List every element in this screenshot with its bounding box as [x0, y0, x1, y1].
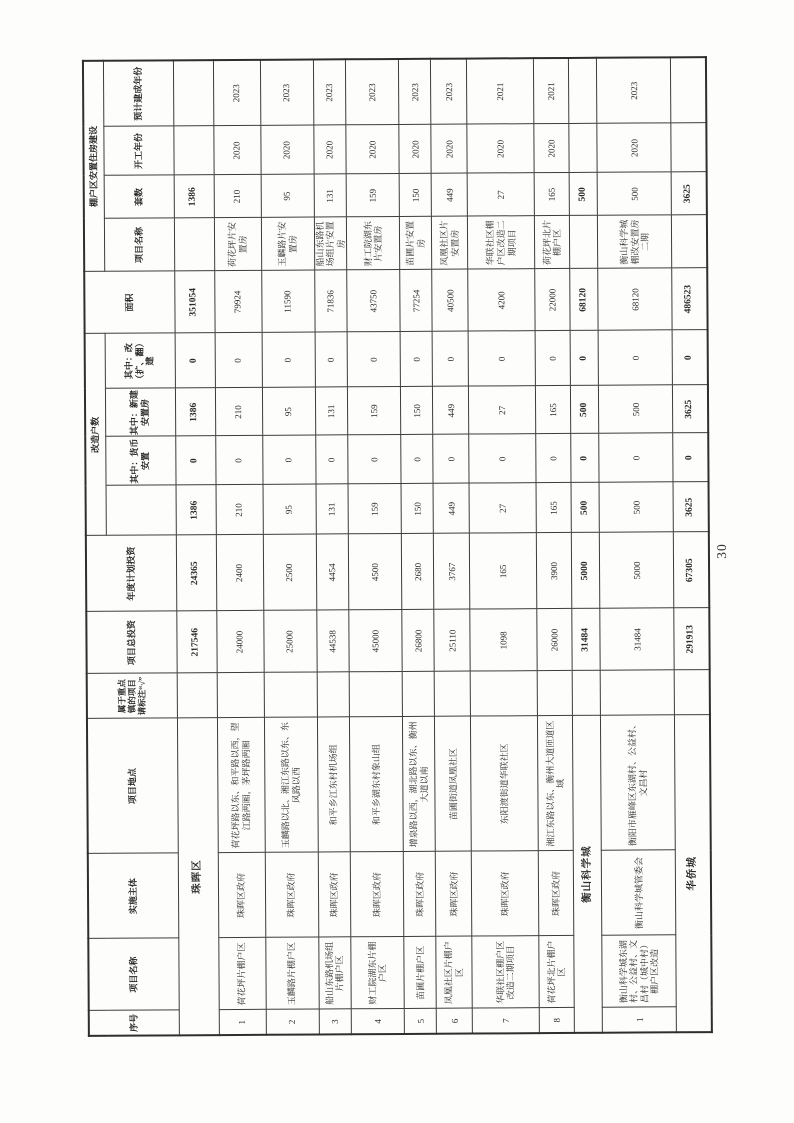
cell: 165 — [470, 533, 537, 609]
cell — [350, 672, 403, 717]
cell: 2400 — [216, 535, 263, 611]
cell: 25110 — [434, 610, 470, 672]
cell: 2023 — [346, 59, 399, 125]
cell: 凤凰社区片棚户区 — [436, 937, 472, 1009]
cell: 95 — [262, 387, 315, 435]
cell: 449 — [433, 484, 469, 534]
cell: 2021 — [467, 58, 534, 124]
cell: 2 — [266, 1009, 319, 1034]
cell: 68120 — [598, 268, 672, 330]
cell: 0 — [215, 333, 262, 388]
cell: 0 — [599, 433, 673, 482]
cell: 衡山科学城棚改安置房二期 — [598, 215, 672, 268]
section-row — [173, 60, 219, 1035]
cell: 45000 — [349, 610, 402, 672]
cell: 2020 — [346, 125, 399, 174]
cell — [600, 670, 674, 715]
cell: 0 — [347, 332, 400, 387]
cell: 2021 — [534, 58, 569, 124]
cell — [570, 216, 598, 269]
cell: 150 — [399, 174, 431, 217]
cell: 玉麟路以北、湘江东路以东、东风路以西 — [264, 717, 318, 852]
section-label-cell: 衡山科学城 — [573, 716, 603, 1033]
cell: 3625 — [671, 172, 706, 215]
cell: 25000 — [263, 610, 316, 672]
cell: 2500 — [263, 534, 316, 610]
project-row — [534, 58, 575, 1033]
section-label-cell: 珠晖区 — [177, 718, 219, 1035]
cell — [671, 123, 706, 172]
cell: 和平乡湖东村象山组 — [350, 717, 404, 852]
cell: 0 — [401, 435, 433, 484]
cell — [471, 671, 538, 716]
cell: 0 — [315, 435, 348, 484]
cell — [671, 57, 706, 123]
cell: 苗圃街道凤凰社区 — [435, 717, 472, 852]
cell: 8 — [540, 1008, 575, 1033]
cell: 财工院湖东片安置房 — [347, 217, 400, 270]
cell: 210 — [214, 175, 261, 218]
cell: 苗圃片安置房 — [400, 217, 432, 270]
cell: 0 — [215, 436, 262, 485]
cell: 159 — [346, 174, 399, 217]
cell: 衡阳市雁峰区东湖村、公益村、文昌村 — [601, 715, 676, 850]
cell: 31484 — [600, 608, 674, 670]
cell: 0 — [262, 435, 315, 484]
cell — [569, 124, 597, 173]
cell: 6 — [437, 1009, 473, 1034]
cell: 500 — [599, 482, 673, 532]
cell: 荷花坪片棚户区 — [218, 938, 265, 1010]
cell: 2023 — [213, 60, 260, 126]
cell — [217, 673, 264, 718]
col-header-hh-rebuild: 其中：改（扩、翻）建 — [105, 333, 175, 388]
col-header-location: 项目地点 — [87, 718, 178, 854]
cell: 4454 — [316, 534, 349, 610]
cell: 0 — [673, 433, 708, 482]
cell: 2023 — [399, 59, 431, 125]
cell: 3625 — [673, 385, 708, 433]
cell: 95 — [263, 484, 316, 534]
table-reading-orientation — [82, 58, 708, 1037]
cell: 3625 — [673, 482, 708, 532]
cell: 珠晖区政府 — [318, 852, 351, 937]
cell: 27 — [469, 483, 536, 533]
cell: 增泉路以西，湖北路以东、衡州大道以南 — [403, 717, 436, 852]
cell: 165 — [536, 386, 571, 434]
col-header-seq: 序号 — [89, 1010, 179, 1036]
cell — [569, 58, 597, 124]
col-header-rs-finish-year: 预计建成年份 — [103, 60, 173, 126]
cell: 玉麟路片棚户区 — [265, 937, 318, 1009]
cell: 2020 — [313, 125, 346, 174]
col-header-key-town: 属于重点镇的项目请标注“√” — [87, 673, 177, 719]
cell: 4200 — [468, 269, 535, 331]
cell: 0 — [315, 332, 348, 387]
cell: 0 — [468, 331, 535, 386]
cell: 150 — [401, 387, 433, 435]
cell: 44538 — [316, 610, 349, 672]
project-row — [597, 57, 677, 1032]
cell: 0 — [175, 333, 215, 388]
cell: 217546 — [176, 611, 216, 673]
col-header-project-name: 项目名称 — [88, 938, 178, 1011]
section-row — [671, 57, 712, 1032]
cell: 2680 — [402, 534, 434, 610]
cell: 0 — [432, 332, 468, 387]
cell: 165 — [534, 173, 569, 216]
cell: 2023 — [431, 59, 467, 125]
cell: 5000 — [572, 533, 600, 609]
cell: 131 — [316, 484, 349, 534]
cell: 0 — [433, 435, 469, 484]
cell: 0 — [175, 436, 215, 485]
cell: 31484 — [572, 609, 600, 671]
cell: 27 — [467, 173, 534, 216]
cell: 500 — [571, 483, 599, 533]
project-row — [431, 59, 473, 1034]
cell: 荷花坪片安置房 — [214, 218, 261, 271]
cell: 26800 — [402, 610, 434, 672]
cell: 3900 — [537, 533, 572, 609]
cell: 和平乡江东村机场组 — [317, 717, 351, 852]
cell: 291913 — [674, 608, 709, 670]
cell: 华联社区棚户区改造二期项目 — [468, 216, 535, 269]
cell: 449 — [433, 387, 469, 435]
cell: 40500 — [432, 270, 468, 332]
cell — [174, 218, 214, 271]
cell: 华联社区棚户区改造二期项目 — [472, 936, 539, 1008]
cell: 珠晖区政府 — [436, 852, 473, 937]
cell: 0 — [400, 332, 432, 387]
rotated-table-area — [82, 58, 708, 1037]
cell: 449 — [431, 174, 467, 217]
cell: 荷花坪路以东、和平路以西，望江路两厢，茅坪路两厢 — [217, 718, 265, 853]
cell: 131 — [315, 387, 348, 435]
project-row — [346, 59, 405, 1034]
cell: 0 — [469, 434, 536, 483]
cell: 77254 — [400, 270, 432, 332]
cell: 2020 — [597, 123, 671, 172]
project-row — [260, 59, 319, 1034]
cell: 500 — [599, 385, 673, 433]
cell: 船山东路机场组片棚户区 — [318, 937, 351, 1009]
cell — [435, 672, 471, 717]
cell: 玉麟路片安置房 — [261, 217, 314, 270]
cell — [173, 60, 213, 126]
cell: 165 — [536, 483, 571, 533]
cell — [173, 126, 213, 175]
planning-table — [82, 56, 713, 1037]
cell: 珠晖区政府 — [265, 852, 319, 937]
cell: 79924 — [214, 271, 261, 333]
cell — [572, 671, 600, 716]
cell — [672, 215, 707, 268]
cell: 0 — [571, 434, 599, 483]
cell: 4500 — [349, 534, 402, 610]
cell: 1 — [603, 1007, 677, 1032]
cell: 2023 — [313, 59, 346, 125]
cell: 5 — [405, 1009, 437, 1034]
cell: 2023 — [597, 57, 671, 123]
cell: 95 — [261, 174, 314, 217]
cell: 500 — [569, 173, 597, 216]
table-body — [173, 57, 712, 1035]
cell: 0 — [672, 330, 707, 385]
cell: 500 — [597, 172, 671, 215]
group-header-households: 改造户数 — [85, 334, 106, 536]
cell: 24365 — [176, 535, 216, 611]
project-row — [213, 60, 266, 1035]
cell: 71836 — [314, 270, 347, 332]
project-row — [467, 58, 540, 1033]
cell: 3 — [319, 1009, 352, 1034]
cell: 2020 — [260, 125, 313, 174]
cell — [403, 672, 435, 717]
cell: 珠晖区政府 — [472, 851, 540, 936]
cell: 0 — [570, 331, 598, 386]
group-header-resettlement-housing: 棚户区安置住房建设 — [83, 61, 104, 272]
cell: 财工院湖东片棚户区 — [351, 937, 404, 1009]
cell: 珠晖区政府 — [539, 851, 575, 936]
cell: 1386 — [174, 175, 214, 218]
cell: 131 — [314, 174, 347, 217]
cell: 67305 — [674, 532, 709, 608]
cell: 2020 — [399, 125, 431, 174]
cell — [317, 672, 350, 717]
cell: 150 — [401, 484, 433, 534]
cell — [264, 672, 317, 717]
cell: 2020 — [213, 126, 260, 175]
cell: 衡山科学城管委会 — [602, 850, 677, 935]
col-header-area: 面积 — [84, 271, 174, 334]
cell: 1098 — [470, 609, 537, 671]
cell: 210 — [216, 485, 263, 535]
cell: 4 — [352, 1009, 405, 1034]
cell: 珠晖区政府 — [404, 852, 437, 937]
col-header-rs-name: 项目名称 — [104, 218, 174, 271]
col-header-total-investment: 项目总投资 — [86, 611, 176, 674]
cell: 0 — [535, 331, 570, 386]
page-number: 30 — [713, 543, 729, 559]
cell: 荷花坪北片棚户区 — [535, 216, 570, 269]
cell: 湘江东路以东、衡州大道匝道区域 — [538, 716, 574, 851]
cell: 荷花坪北片棚户区 — [539, 936, 574, 1008]
col-header-agency: 实施主体 — [88, 853, 179, 939]
col-header-hh-total — [106, 485, 176, 535]
cell: 1386 — [175, 388, 215, 436]
cell: 凤凰社区片安置房 — [432, 217, 468, 270]
cell: 1 — [219, 1010, 266, 1035]
cell: 2020 — [467, 124, 534, 173]
cell: 2020 — [534, 124, 569, 173]
col-header-rs-units: 套数 — [104, 175, 174, 218]
col-header-hh-cash: 其中：货币安置 — [105, 436, 175, 485]
col-header-annual-investment: 年度计划投资 — [86, 535, 176, 612]
cell: 东阳渡街道华联社区 — [471, 716, 539, 851]
cell: 5000 — [600, 532, 674, 608]
cell: 22000 — [535, 269, 570, 331]
col-header-rs-start-year: 开工年份 — [103, 126, 173, 175]
cell: 0 — [598, 330, 672, 385]
cell: 衡山科学城东湖村、公益村、文昌村（城中村）棚户区改造 — [602, 935, 676, 1007]
cell: 210 — [215, 388, 262, 436]
cell: 2020 — [431, 125, 467, 174]
cell: 珠晖区政府 — [218, 853, 266, 938]
cell — [674, 670, 709, 715]
cell: 24000 — [216, 611, 263, 673]
cell — [177, 673, 217, 718]
cell: 11590 — [261, 270, 314, 332]
section-label-cell: 华侨城 — [675, 715, 712, 1032]
cell: 26000 — [537, 609, 572, 671]
cell: 船山东路机场组片安置房 — [314, 217, 347, 270]
col-header-hh-newbuild: 其中：新建安置房 — [105, 388, 175, 436]
cell: 0 — [536, 434, 571, 483]
cell: 351054 — [174, 271, 214, 333]
cell: 500 — [571, 386, 599, 434]
cell: 159 — [348, 387, 401, 435]
cell: 27 — [469, 386, 536, 434]
cell: 159 — [348, 484, 401, 534]
cell: 0 — [262, 332, 315, 387]
cell: 1386 — [176, 485, 216, 535]
cell: 7 — [473, 1008, 540, 1033]
cell: 苗圃片棚户区 — [404, 937, 436, 1009]
cell: 2023 — [260, 59, 313, 125]
cell: 0 — [348, 435, 401, 484]
cell: 3767 — [434, 534, 470, 610]
cell: 43750 — [347, 270, 400, 332]
cell: 68120 — [570, 269, 598, 331]
cell: 486523 — [672, 268, 707, 330]
cell: 珠晖区政府 — [351, 852, 405, 937]
cell — [538, 671, 573, 716]
